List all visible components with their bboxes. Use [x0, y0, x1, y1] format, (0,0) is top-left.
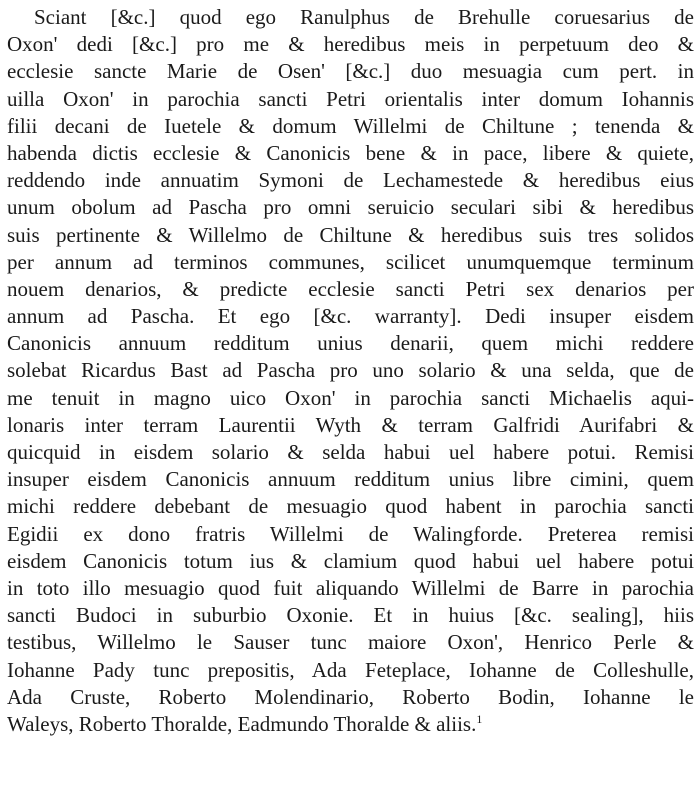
- text-line-10: per annum ad terminos communes, scilicet unumquemque terminum: [7, 249, 694, 274]
- text-line-15: me tenuit in magno uico Oxon' in parochia sancti Michaelis aqui-: [7, 385, 694, 410]
- text-line-23: sancti Budoci in suburbio Oxonie. Et in huius [&c. sealing], hiis: [7, 603, 694, 628]
- text-line-20: Egidii ex dono fratris Willelmi de Walingforde. Preterea remisi: [7, 521, 694, 546]
- text-line-27-content: Waleys, Roberto Thoralde, Eadmundo Thoralde & aliis.: [7, 711, 477, 736]
- text-line-18: insuper eisdem Canonicis annuum redditum unius libre cimini, quem: [7, 467, 694, 492]
- text-line-14: solebat Ricardus Bast ad Pascha pro uno solario & una selda, que de: [7, 358, 694, 383]
- text-line-26: Ada Cruste, Roberto Molendinario, Roberto Bodin, Iohanne le: [7, 684, 694, 709]
- text-line-24: testibus, Willelmo le Sauser tunc maiore Oxon', Henrico Perle &: [7, 630, 694, 655]
- text-line-1: Sciant [&c.] quod ego Ranulphus de Brehulle coruesarius de: [34, 5, 694, 29]
- text-line-12: annum ad Pascha. Et ego [&c. warranty]. Dedi insuper eisdem: [7, 304, 694, 329]
- text-line-21: eisdem Canonicis totum ius & clamium quod habui uel habere potui: [7, 548, 694, 573]
- text-line-27: [7, 711, 694, 738]
- text-line-13: Canonicis annuum redditum unius denarii, quem michi reddere: [7, 331, 694, 356]
- text-line-2: Oxon' dedi [&c.] pro me & heredibus meis in perpetuum deo &: [7, 32, 694, 57]
- text-line-22: in toto illo mesuagio quod fuit aliquando Willelmi de Barre in parochia: [7, 575, 694, 600]
- text-line-3: ecclesie sancte Marie de Osen' [&c.] duo mesuagia cum pert. in: [7, 59, 694, 84]
- text-line-5: filii decani de Iuetele & domum Willelmi de Chiltune ; tenenda &: [7, 113, 694, 138]
- text-line-16: lonaris inter terram Laurentii Wyth & terram Galfridi Aurifabri &: [7, 412, 694, 437]
- text-line-19: michi reddere debebant de mesuagio quod habent in parochia sancti: [7, 494, 694, 519]
- text-line-8: unum obolum ad Pascha pro omni seruicio seculari sibi & heredibus: [7, 195, 694, 220]
- charter-text: [7, 4, 694, 738]
- footnote-marker[interactable]: 1: [476, 711, 483, 726]
- text-line-6: habenda dictis ecclesie & Canonicis bene & in pace, libere & quiete,: [7, 140, 694, 165]
- text-line-25: Iohanne Pady tunc prepositis, Ada Feteplace, Iohanne de Colleshulle,: [7, 657, 694, 682]
- text-line-11: nouem denarios, & predicte ecclesie sancti Petri sex denarios per: [7, 276, 694, 301]
- text-line-7: reddendo inde annuatim Symoni de Lechamestede & heredibus eius: [7, 168, 694, 193]
- text-line-17: quicquid in eisdem solario & selda habui uel habere potui. Remisi: [7, 440, 694, 464]
- text-line-9: suis pertinente & Willelmo de Chiltune & heredibus suis tres solidos: [7, 222, 694, 247]
- text-line-4: uilla Oxon' in parochia sancti Petri orientalis inter domum Iohannis: [7, 86, 694, 111]
